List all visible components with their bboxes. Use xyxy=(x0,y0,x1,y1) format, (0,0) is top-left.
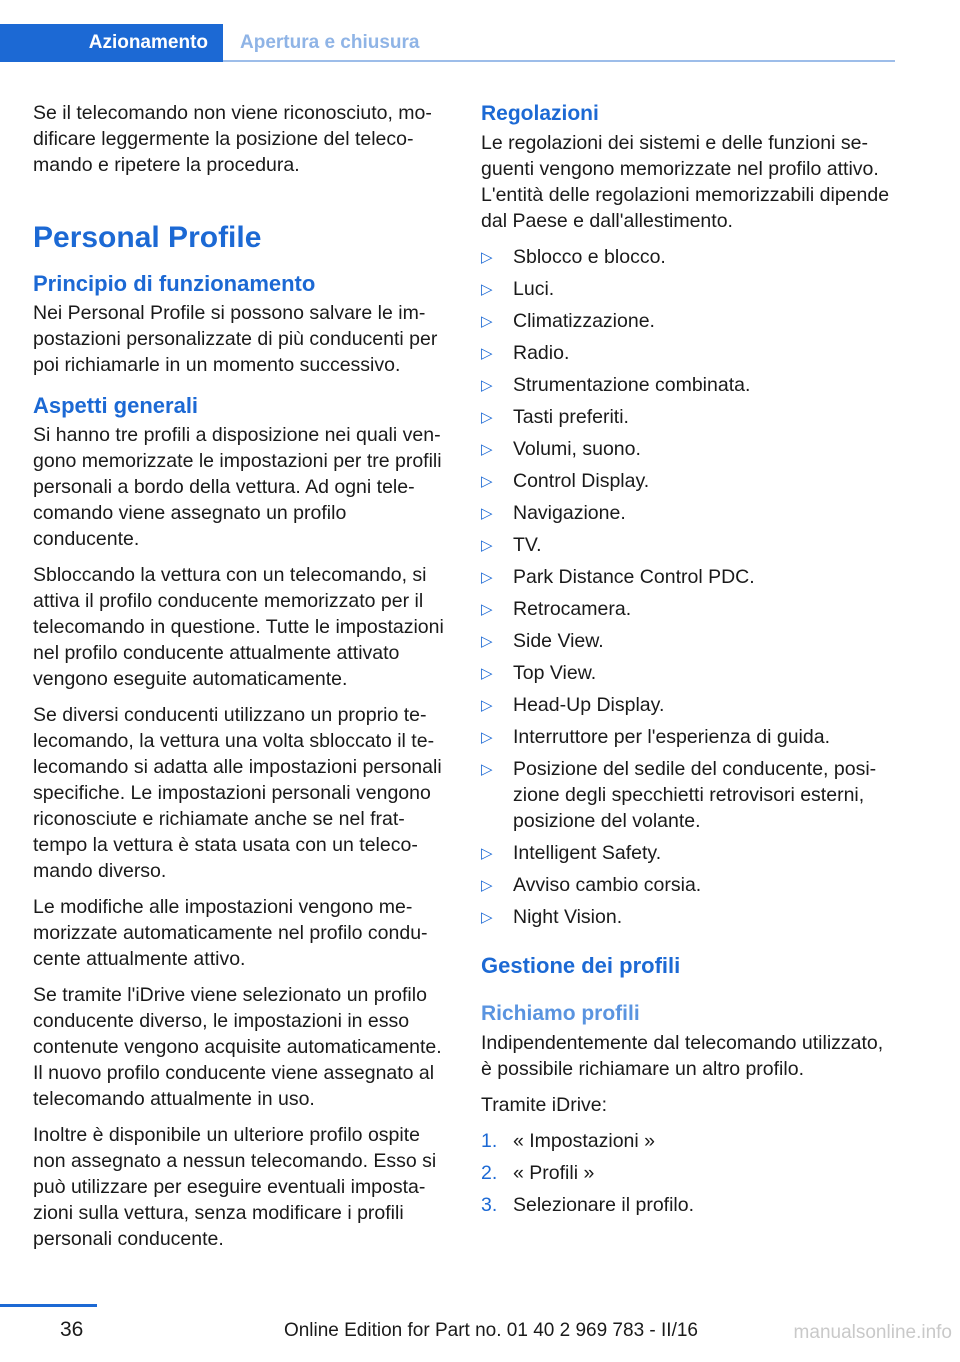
list-item: ▷ Retrocamera. xyxy=(481,596,896,622)
triangle-bullet-icon: ▷ xyxy=(481,505,493,522)
list-item: ▷ Top View. xyxy=(481,660,896,686)
triangle-bullet-icon: ▷ xyxy=(481,697,493,714)
triangle-bullet-icon: ▷ xyxy=(481,909,493,926)
steps-list xyxy=(481,1128,896,1218)
list-item: 2. « Profili » xyxy=(481,1162,595,1184)
triangle-bullet-icon: ▷ xyxy=(481,569,493,586)
recall-paragraph: Indipendentemente dal telecomando utilizzato, è possibile richiamare un altro profilo. xyxy=(481,1032,884,1080)
heading-principle: Principio di funzionamento xyxy=(33,271,316,296)
triangle-bullet-icon: ▷ xyxy=(481,409,493,426)
triangle-bullet-icon: ▷ xyxy=(481,761,493,778)
list-item: 3. Selezionare il profilo. xyxy=(481,1194,695,1216)
section-title: Personal Profile xyxy=(33,221,262,254)
page-number: 36 xyxy=(60,1318,84,1341)
list-item: ▷ Navigazione. xyxy=(481,500,896,526)
settings-list xyxy=(481,244,896,930)
list-item: ▷ Strumentazione combinata. xyxy=(481,372,896,398)
general-paragraph-1: Si hanno tre profili a disposizione nei quali vengono memorizzate le impostazioni per tre profili personali a bordo della vettura. Ad ogni telecomando viene assegnato un profilo conducente. xyxy=(33,424,442,550)
list-item: ▷ Climatizzazione. xyxy=(481,308,896,334)
list-item: ▷ Avviso cambio corsia. xyxy=(481,872,896,898)
section-tab-inactive: Apertura e chiusura xyxy=(240,32,420,53)
list-item: ▷ Head-Up Display. xyxy=(481,692,896,718)
list-item: ▷ Control Display. xyxy=(481,468,896,494)
via-idrive-label: Tramite iDrive: xyxy=(481,1094,608,1116)
section-tab-active: Azionamento xyxy=(0,24,223,62)
footer-accent-line xyxy=(0,1304,97,1307)
principle-paragraph: Nei Personal Profile si possono salvare le impostazioni personalizzate di più conducenti per poi richiamarle in un momento successivo. xyxy=(33,302,438,376)
triangle-bullet-icon: ▷ xyxy=(481,281,493,298)
general-paragraph-5: Se tramite l'iDrive viene selezionato un profilo conducente diverso, le impostazioni in esso contenute vengono acquisite automaticamente. Il nuovo profilo conducente viene assegnato al telecomando attualmente in uso. xyxy=(33,984,442,1110)
intro-paragraph: Se il telecomando non viene riconosciuto, modificare leggermente la posizione del telecomando e ripetere la procedura. xyxy=(33,102,432,176)
list-item: ▷ Posizione del sedile del conducente, posizione degli specchietti retrovisori esterni, posizione del volante. xyxy=(481,758,877,832)
triangle-bullet-icon: ▷ xyxy=(481,877,493,894)
right-column xyxy=(481,100,896,1224)
list-item: ▷ Night Vision. xyxy=(481,904,896,930)
triangle-bullet-icon: ▷ xyxy=(481,537,493,554)
edition-text: Online Edition for Part no. 01 40 2 969 783 - II/16 xyxy=(283,1320,698,1341)
triangle-bullet-icon: ▷ xyxy=(481,441,493,458)
triangle-bullet-icon: ▷ xyxy=(481,249,493,266)
list-item: ▷ Interruttore per l'esperienza di guida. xyxy=(481,724,896,750)
triangle-bullet-icon: ▷ xyxy=(481,601,493,618)
triangle-bullet-icon: ▷ xyxy=(481,729,493,746)
list-item: ▷ Radio. xyxy=(481,340,896,366)
list-item: ▷ Sblocco e blocco. xyxy=(481,244,896,270)
heading-settings: Regolazioni xyxy=(481,102,599,125)
list-item: ▷ TV. xyxy=(481,532,896,558)
watermark: manualsonline.info xyxy=(793,1322,952,1343)
general-paragraph-6: Inoltre è disponibile un ulteriore profilo ospite non assegnato a nessun telecomando. Esso si può utilizzare per eseguire eventuali impostazioni sulla vettura, senza modificare i profili personali conducente. xyxy=(33,1124,437,1250)
list-item: ▷ Side View. xyxy=(481,628,896,654)
list-item: ▷ Tasti preferiti. xyxy=(481,404,896,430)
general-paragraph-2: Sbloccando la vettura con un telecomando, si attiva il profilo conducente memorizzato per il telecomando in questione. Tutte le impostazioni nel profilo conducente attualmente attivato vengono eseguite automaticamente. xyxy=(33,564,444,690)
triangle-bullet-icon: ▷ xyxy=(481,473,493,490)
triangle-bullet-icon: ▷ xyxy=(481,377,493,394)
list-item: ▷ Volumi, suono. xyxy=(481,436,896,462)
header-divider xyxy=(223,60,895,62)
heading-manage-profiles: Gestione dei profili xyxy=(481,953,681,978)
left-column xyxy=(33,100,448,1262)
list-item: 1. « Impostazioni » xyxy=(481,1130,655,1152)
triangle-bullet-icon: ▷ xyxy=(481,845,493,862)
general-paragraph-4: Le modifiche alle impostazioni vengono memorizzate automaticamente nel profilo conducente attualmente attivo. xyxy=(33,896,428,970)
triangle-bullet-icon: ▷ xyxy=(481,313,493,330)
heading-recall-profiles: Richiamo profili xyxy=(481,1002,640,1025)
list-item: ▷ Park Distance Control PDC. xyxy=(481,564,896,590)
heading-general: Aspetti generali xyxy=(33,393,199,418)
triangle-bullet-icon: ▷ xyxy=(481,633,493,650)
triangle-bullet-icon: ▷ xyxy=(481,665,493,682)
page-header xyxy=(0,0,895,62)
settings-paragraph: Le regolazioni dei sistemi e delle funzioni seguenti vengono memorizzate nel profilo attivo. L'entità delle regolazioni memorizzabili dipende dal Paese e dall'allestimento. xyxy=(481,132,890,232)
general-paragraph-3: Se diversi conducenti utilizzano un proprio telecomando, la vettura una volta sbloccato il telecomando si adatta alle impostazioni personali specifiche. Le impostazioni personali vengono riconosciute e richiamate anche se nel frattempo la vettura è stata usata con un telecomando diverso. xyxy=(33,704,442,882)
triangle-bullet-icon: ▷ xyxy=(481,345,493,362)
list-item: ▷ Intelligent Safety. xyxy=(481,840,896,866)
list-item: ▷ Luci. xyxy=(481,276,896,302)
